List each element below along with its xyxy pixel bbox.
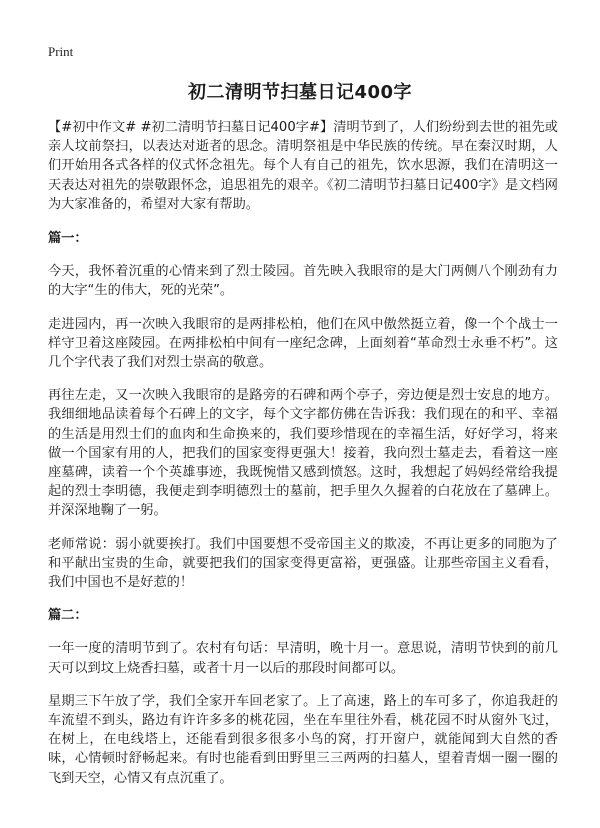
article-body (48, 118, 558, 802)
paragraph: 今天，我怀着沉重的心情来到了烈士陵园。首先映入我眼帘的是大门两侧八个刚劲有力的大字“生的伟大，死的光荣”。 (48, 264, 558, 299)
paragraph: 一年一度的清明节到了。农村有句话：早清明，晚十月一。意思说，清明节快到的前几天可以到坟上烧香扫墓，或者十月一以后的那段时间都可以。 (48, 641, 558, 676)
section-heading-2: 篇二： (48, 608, 88, 624)
paragraph: 走进园内，再一次映入我眼帘的是两排松柏，他们在风中傲然挺立着，像一个个战士一样守卫着这座陵园。在两排松柏中间有一座纪念碑，上面刻着“革命烈士永垂不朽”。这几个字代表了我们对烈士崇高的敬意。 (48, 316, 558, 371)
paragraph: 星期三下午放了学，我们全家开车回老家了。上了高速，路上的车可多了，你追我赶的车流望不到头，路边有许许多多的桃花园，坐在车里往外看，桃花园不时从窗外飞过，在树上，在电线塔上，还能看到很多很多小鸟的窝，打开窗户，就能闻到大自然的香味，心情顿时舒畅起来。有时也能看到田野里三三两两的扫墓人，望着青烟一圈一圈的飞到天空，心情又有点沉重了。 (48, 693, 558, 786)
print-link[interactable]: Print (48, 44, 74, 59)
intro-paragraph: 【#初中作文# #初二清明节扫墓日记400字#】清明节到了，人们纷纷到去世的祖先或亲人坟前祭扫，以表达对逝者的思念。清明祭祖是中华民族的传统。早在秦汉时期，人们开始用各式各样的仪式怀念祖先。每个人有自己的祖先，饮水思源，我们在清明这一天表达对祖先的崇敬跟怀念，追思祖先的艰辛。《初二清明节扫墓日记400字》是文档网为大家准备的，希望对大家有帮助。 (48, 120, 558, 212)
paragraph: 再往左走，又一次映入我眼帘的是路旁的石碑和两个亭子，旁边便是烈士安息的地方。我细细地品读着每个石碑上的文字，每个文字都仿佛在告诉我：我们现在的和平、幸福的生活是用烈士们的血肉和生命换来的，我们要珍惜现在的幸福生活，好好学习，将来做一个国家有用的人，把我们的国家变得更强大！接着，我向烈士墓走去，看着这一座座墓碑，读着一个个英雄事迹，我既惋惜又感到愤怒。这时，我想起了妈妈经常给我提起的烈士李明德，我便走到李明德烈士的墓前，把手里久久握着的白花放在了墓碑上。并深深地鞠了一躬。 (48, 388, 558, 519)
paragraph: 老师常说：弱小就要挨打。我们中国要想不受帝国主义的欺凌，不再让更多的同胞为了和平献出宝贵的生命，就要把我们的国家变得更富裕，更强盛。让那些帝国主义看看，我们中国也不是好惹的！ (48, 536, 558, 591)
section-heading-1: 篇一： (48, 231, 88, 247)
page-title: 初二清明节扫墓日记400字 (187, 82, 413, 103)
